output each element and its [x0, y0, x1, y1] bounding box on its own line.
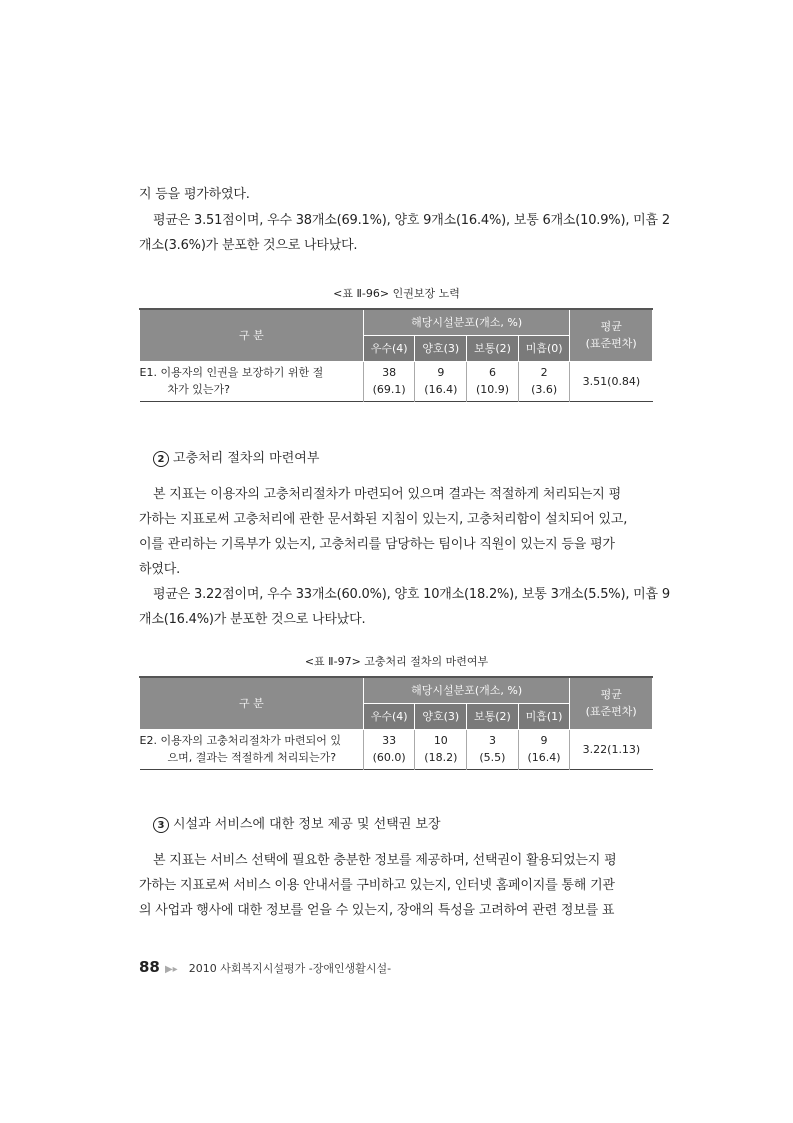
section3-line-2: 가하는 지표로써 서비스 이용 안내서를 구비하고 있는지, 인터넷 홈페이지를 통해 기관	[139, 878, 615, 893]
table2-count: 10	[433, 734, 448, 747]
section3-line-3: 의 사업과 행사에 대한 정보를 얻을 수 있는지, 장애의 특성을 고려하여 관련 정보를 표	[139, 903, 615, 918]
intro-line-1: 지 등을 평가하였다.	[139, 187, 250, 202]
page-number: 88	[139, 958, 160, 976]
table1-header-distribution: 해당시설분포(개소, %)	[363, 309, 570, 335]
table2-caption: <표 Ⅱ-97> 고충처리 절차의 마련여부	[304, 655, 489, 668]
table2	[139, 676, 653, 770]
table2-cell	[415, 729, 467, 769]
section3-heading	[153, 813, 441, 833]
table1-header-category: 구 분	[140, 309, 364, 361]
table2-pct: (60.0)	[372, 751, 406, 764]
table1-cell	[518, 361, 570, 401]
table2-header-category: 구 분	[140, 677, 364, 729]
table2-cell	[467, 729, 519, 769]
section2-line-2: 가하는 지표로써 고충처리에 관한 문서화된 지침이 있는지, 고충처리함이 설치되어 있고,	[139, 512, 628, 527]
table1-subheader: 보통(2)	[467, 335, 519, 361]
section3-title: 시설과 서비스에 대한 정보 제공 및 선택권 보장	[173, 817, 441, 832]
section3-line-1: 본 지표는 서비스 선택에 필요한 충분한 정보를 제공하며, 선택권이 활용되었는지 평	[153, 853, 617, 868]
table2-header-average-label: 평균	[600, 688, 622, 702]
table1-header-average-label: 평균	[600, 320, 622, 334]
table1-count: 9	[437, 366, 445, 379]
table2-header-stddev-label: (표준편차)	[585, 705, 637, 719]
footer-title: 2010 사회복지시설평가 -장애인생활시설-	[188, 962, 392, 975]
table1-header-average	[570, 309, 653, 361]
table2-item-line-1: E2. 이용자의 고충처리절차가 마련되어 있	[139, 734, 341, 747]
table-row	[140, 729, 653, 769]
table2-subheader: 미흡(1)	[518, 703, 570, 729]
table2-pct: (5.5)	[479, 751, 506, 764]
table1-subheader: 양호(3)	[415, 335, 467, 361]
table1-subheader: 미흡(0)	[518, 335, 570, 361]
table1-average: 3.51(0.84)	[570, 361, 653, 401]
circled-number-icon: 3	[153, 817, 169, 833]
table1-header-stddev-label: (표준편차)	[585, 337, 637, 351]
table1-caption: <표 Ⅱ-96> 인권보장 노력	[333, 287, 460, 300]
table2-subheader: 우수(4)	[363, 703, 415, 729]
table1-item-line-2: 차가 있는가?	[167, 383, 230, 396]
table1-count: 38	[382, 366, 397, 379]
table1-cell	[363, 361, 415, 401]
table2-average: 3.22(1.13)	[570, 729, 653, 769]
section2-title: 고충처리 절차의 마련여부	[173, 451, 320, 466]
table2-pct: (18.2)	[424, 751, 458, 764]
table2-count: 3	[488, 734, 496, 747]
table1-cell	[467, 361, 519, 401]
table2-header-average	[570, 677, 653, 729]
intro-line-2: 평균은 3.51점이며, 우수 38개소(69.1%), 양호 9개소(16.4%), 보통 6개소(10.9%), 미흡 2	[153, 213, 670, 228]
table2-count: 33	[382, 734, 397, 747]
circled-number-icon: 2	[153, 451, 169, 467]
table1-cell	[415, 361, 467, 401]
page-footer	[139, 957, 391, 976]
section2-line-3: 이를 관리하는 기록부가 있는지, 고충처리를 담당하는 팀이나 직원이 있는지 등을 평가	[139, 537, 615, 552]
table1-pct: (3.6)	[531, 383, 558, 396]
table1	[139, 308, 653, 402]
table1-pct: (10.9)	[475, 383, 510, 396]
table2-count: 9	[540, 734, 548, 747]
table2-header-distribution: 해당시설분포(개소, %)	[363, 677, 570, 703]
table1-item	[140, 361, 364, 401]
table1-subheader: 우수(4)	[363, 335, 415, 361]
section2-line-4: 하였다.	[139, 562, 181, 577]
arrow-icon: ▶▸	[164, 964, 178, 975]
table2-cell	[363, 729, 415, 769]
section2-line-6: 개소(16.4%)가 분포한 것으로 나타났다.	[139, 612, 366, 627]
table1-count: 2	[540, 366, 548, 379]
table-row	[140, 361, 653, 401]
table2-cell	[518, 729, 570, 769]
table1-pct: (16.4)	[424, 383, 458, 396]
table1-item-line-1: E1. 이용자의 인권을 보장하기 위한 절	[139, 366, 324, 379]
section2-heading	[153, 447, 319, 467]
section2-line-1: 본 지표는 이용자의 고충처리절차가 마련되어 있으며 결과는 적절하게 처리되는지 평	[153, 487, 621, 502]
intro-line-3: 개소(3.6%)가 분포한 것으로 나타났다.	[139, 238, 358, 253]
table2-pct: (16.4)	[527, 751, 561, 764]
table2-subheader: 보통(2)	[467, 703, 519, 729]
table1-pct: (69.1)	[372, 383, 406, 396]
section2-line-5: 평균은 3.22점이며, 우수 33개소(60.0%), 양호 10개소(18.2%), 보통 3개소(5.5%), 미흡 9	[153, 587, 670, 602]
table2-subheader: 양호(3)	[415, 703, 467, 729]
table2-item	[140, 729, 364, 769]
table2-item-line-2: 으며, 결과는 적절하게 처리되는가?	[167, 751, 337, 764]
table1-count: 6	[488, 366, 496, 379]
